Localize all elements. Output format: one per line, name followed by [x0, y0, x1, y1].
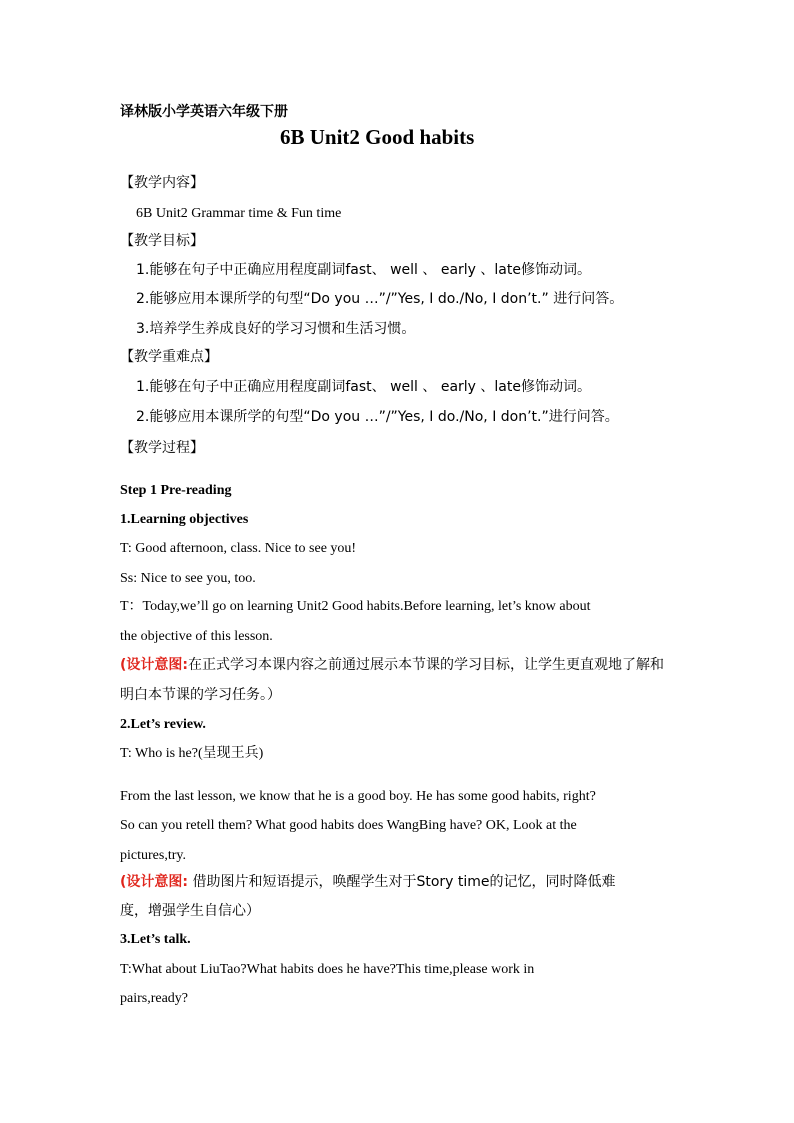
content-text: 6B Unit2 Grammar time & Fun time [136, 206, 342, 221]
dialogue-line: Ss: Nice to see you, too. [120, 571, 256, 586]
process-heading: 【教学过程】 [120, 440, 204, 456]
dialogue-line: T:What about LiuTao?What habits does he have?This time,please work in [120, 962, 535, 977]
design-text: 借助图片和短语提示，唤醒学生对于Story time的记忆，同时降低难 [192, 874, 616, 890]
design-note [120, 873, 616, 891]
dialogue-line: pairs,ready? [120, 991, 189, 1006]
subtitle: 译林版小学英语六年级下册 [120, 104, 288, 120]
step1-heading: Step 1 Pre-reading [120, 483, 232, 498]
dialogue-line: T: Who is he?(呈现王兵) [120, 746, 264, 761]
objective-item: 3.培养学生养成良好的学习习惯和生活习惯。 [136, 321, 416, 337]
keypoints-heading: 【教学重难点】 [120, 349, 218, 365]
design-note-cont: 度，增强学生自信心） [120, 903, 260, 919]
objective-item: 1.能够在句子中正确应用程度副词fast、 well 、 early 、late修饰动词。 [136, 262, 591, 278]
dialogue-line: pictures,try. [120, 848, 186, 863]
objective-item: 2.能够应用本课所学的句型“Do you …”/”Yes, I do./No, I don’t.” 进行问答。 [136, 291, 624, 307]
design-note [120, 656, 664, 674]
section-heading: 2.Let’s review. [120, 717, 206, 732]
dialogue-line: T：Today,we’ll go on learning Unit2 Good habits.Before learning, let’s know about [120, 599, 591, 614]
design-label: (设计意图: [120, 657, 188, 673]
keypoint-item: 2.能够应用本课所学的句型“Do you …”/”Yes, I do./No, I don’t.”进行问答。 [136, 409, 619, 425]
dialogue-line: From the last lesson, we know that he is a good boy. He has some good habits, right? [120, 789, 596, 804]
dialogue-line: So can you retell them? What good habits does WangBing have? OK, Look at the [120, 818, 577, 833]
design-note-cont: 明白本节课的学习任务。） [120, 687, 281, 703]
objectives-heading: 【教学目标】 [120, 233, 204, 249]
design-text: 在正式学习本课内容之前通过展示本节课的学习目标，让学生更直观地了解和 [188, 657, 664, 673]
dialogue-line: T: Good afternoon, class. Nice to see you! [120, 541, 357, 556]
content-heading: 【教学内容】 [120, 175, 204, 191]
section-heading: 3.Let’s talk. [120, 932, 191, 947]
design-label: (设计意图: [120, 874, 188, 890]
dialogue-line: the objective of this lesson. [120, 629, 273, 644]
page-title: 6B Unit2 Good habits [280, 125, 475, 149]
section-heading: 1.Learning objectives [120, 512, 249, 527]
keypoint-item: 1.能够在句子中正确应用程度副词fast、 well 、 early 、late修饰动词。 [136, 379, 591, 395]
